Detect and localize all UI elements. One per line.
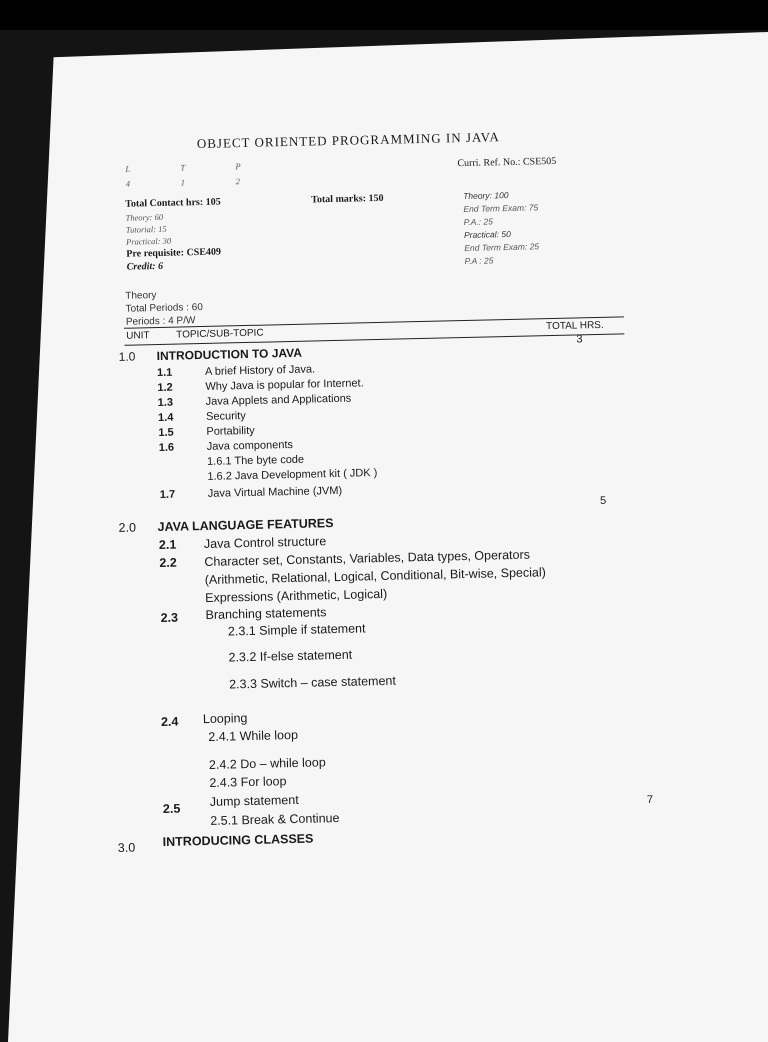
unit-hours: 3: [576, 333, 583, 346]
sub-item-text: 1.6.2 Java Development kit ( JDK ): [207, 467, 378, 483]
sub-item-text: 2.4.2 Do – while loop: [208, 755, 326, 772]
item-text: Java Virtual Machine (JVM): [207, 484, 343, 500]
ltp-label-l: L: [125, 163, 131, 174]
item-text: A brief History of Java.: [204, 363, 316, 378]
contact-theory: Theory: 60: [125, 211, 164, 223]
marks-theory: Theory: 100: [463, 190, 509, 202]
ltp-value-t: 1: [180, 177, 186, 188]
total-marks: Total marks: 150: [311, 192, 384, 206]
item-text: Looping: [202, 711, 248, 727]
ltp-value-l: 4: [125, 178, 131, 189]
item-number: 1.2: [157, 381, 173, 395]
total-contact-hours: Total Contact hrs: 105: [125, 196, 221, 210]
contact-tutorial: Tutorial: 15: [125, 223, 167, 235]
item-number: 2.2: [159, 555, 177, 571]
col-topic: TOPIC/SUB-TOPIC: [176, 327, 264, 341]
item-text: Portability: [206, 424, 255, 438]
item-text-continued: Expressions (Arithmetic, Logical): [205, 586, 388, 605]
item-text: Security: [205, 410, 246, 423]
item-number: 2.5: [162, 801, 181, 817]
sub-item-text: 2.3.1 Simple if statement: [227, 621, 366, 639]
ltp-value-p: 2: [235, 176, 241, 187]
ltp-label-t: T: [180, 162, 186, 173]
item-text: Branching statements: [205, 605, 327, 622]
ltp-label-p: P: [235, 161, 241, 172]
item-text-continued: (Arithmetic, Relational, Logical, Conditional, Bit-wise, Special): [204, 565, 546, 587]
sub-item-text: 1.6.1 The byte code: [206, 453, 305, 468]
item-text: Character set, Constants, Variables, Data types, Operators: [204, 547, 531, 569]
unit-number: 2.0: [118, 520, 137, 535]
unit-number: 1.0: [118, 349, 136, 364]
marks-end-term-practical: End Term Exam: 25: [464, 241, 540, 254]
item-number: 1.4: [157, 411, 174, 425]
col-hours: TOTAL HRS.: [545, 319, 604, 333]
item-text: Java components: [206, 438, 294, 453]
col-unit: UNIT: [126, 330, 150, 342]
section-label: Theory: [125, 290, 157, 302]
periods-per-week: Periods : 4 P/W: [125, 315, 196, 328]
item-text: Java Applets and Applications: [205, 392, 352, 408]
sub-item-text: 2.4.1 While loop: [208, 727, 299, 744]
item-number: 2.3: [160, 610, 179, 626]
marks-end-term-theory: End Term Exam: 75: [463, 202, 539, 215]
unit-hours: 5: [599, 494, 607, 508]
item-number: 2.4: [160, 714, 179, 730]
item-number: 1.6: [158, 441, 175, 455]
item-number: 1.5: [158, 426, 174, 440]
sub-item-text: 2.3.3 Switch – case statement: [228, 673, 397, 692]
prerequisite: Pre requisite: CSE409: [126, 246, 222, 260]
marks-practical: Practical: 50: [463, 228, 511, 241]
item-number: 1.3: [157, 396, 174, 410]
marks-pa-theory: P.A.: 25: [463, 216, 493, 228]
marks-pa-practical: P.A : 25: [464, 255, 494, 267]
unit-number: 3.0: [117, 840, 136, 856]
contact-practical: Practical: 30: [125, 235, 172, 247]
item-number: 1.7: [159, 488, 176, 501]
unit-title: INTRODUCING CLASSES: [162, 831, 314, 850]
sub-item-text: 2.4.3 For loop: [209, 774, 287, 790]
total-periods: Total Periods : 60: [125, 301, 203, 315]
credit: Credit: 6: [126, 260, 164, 273]
sub-item-text: 2.5.1 Break & Continue: [210, 811, 340, 828]
item-text: Why Java is popular for Internet.: [205, 377, 364, 393]
unit-title: INTRODUCTION TO JAVA: [156, 345, 303, 364]
sub-item-text: 2.3.2 If-else statement: [228, 647, 353, 665]
item-number: 2.1: [158, 537, 177, 553]
item-number: 1.1: [156, 366, 173, 380]
unit-title: JAVA LANGUAGE FEATURES: [157, 516, 334, 535]
curri-ref: Curri. Ref. No.: CSE505: [457, 155, 557, 170]
item-text: Jump statement: [209, 792, 299, 809]
document-title: OBJECT ORIENTED PROGRAMMING IN JAVA: [196, 129, 500, 152]
item-text: Java Control structure: [203, 534, 327, 552]
unit-hours: 7: [646, 793, 654, 807]
